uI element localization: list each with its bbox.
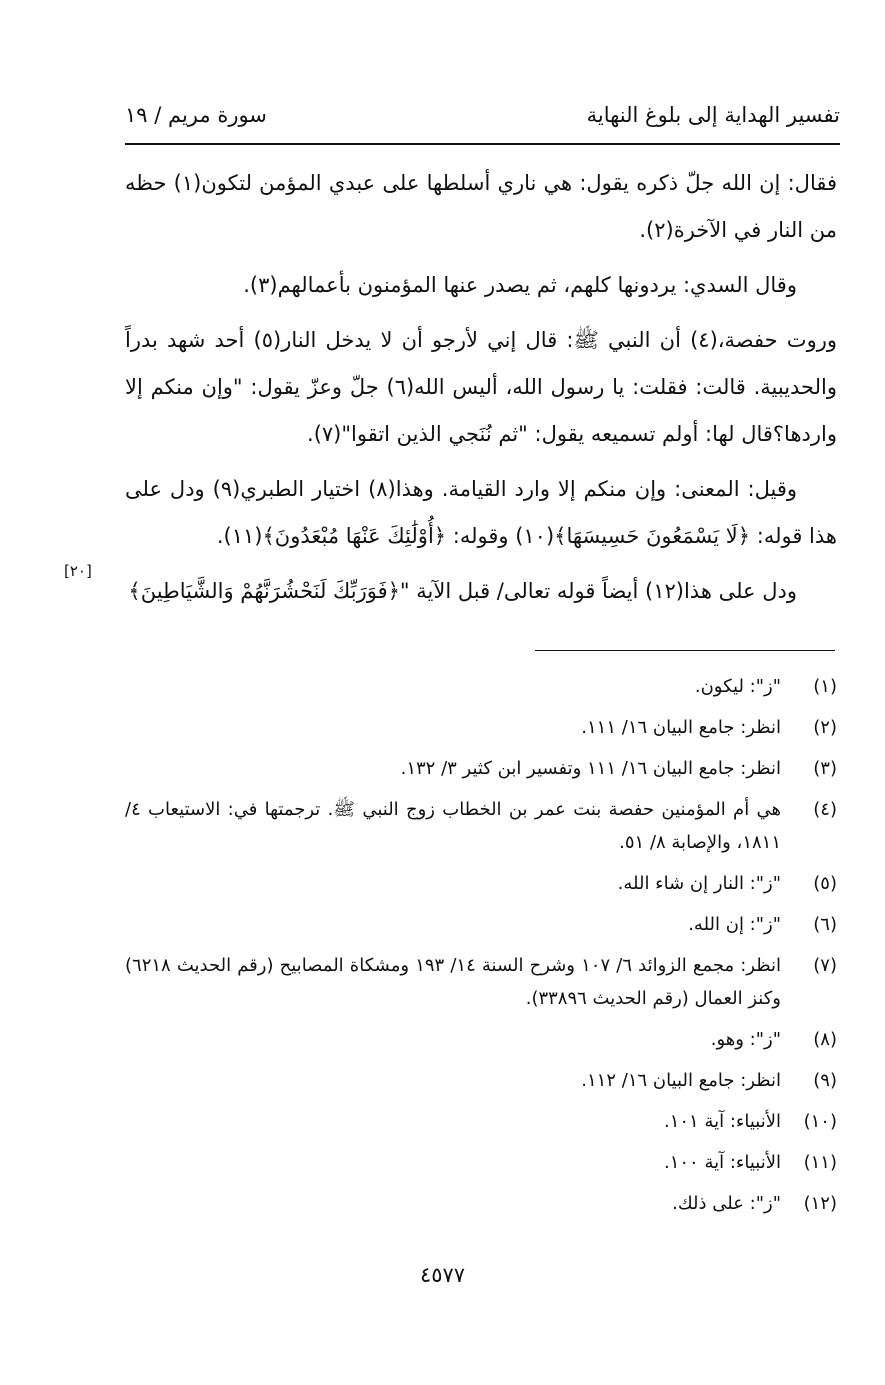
footnote-number: (٤) xyxy=(813,799,837,820)
book-title: تفسير الهداية إلى بلوغ النهاية xyxy=(586,103,840,127)
footnote-text: انظر: مجمع الزوائد ٦/ ١٠٧ وشرح السنة ١٤/ ١٩٣ ومشكاة المصابيح (رقم الحديث ٦٢١٨) وكنز العمال (رقم الحديث ٣٣٨٩٦). xyxy=(125,955,781,1009)
footnote xyxy=(125,949,837,1015)
paragraph: وقيل: المعنى: وإن منكم إلا وارد القيامة. وهذا(٨) اختيار الطبري(٩) ودل على هذا قوله: ﴿لَا يَسْمَعُونَ حَسِيسَهَا﴾(١٠) وقوله: ﴿أُوْلَٰئِكَ عَنْهَا مُبْعَدُونَ﴾(١١). xyxy=(125,477,837,548)
footnote-text: انظر: جامع البيان ١٦/ ١١١. xyxy=(581,717,781,738)
footnote-number: (٦) xyxy=(813,914,837,935)
footnote-number: (٩) xyxy=(813,1070,837,1091)
footnote-text: انظر: جامع البيان ١٦/ ١١٢. xyxy=(581,1070,781,1091)
running-header xyxy=(125,95,840,135)
footnote-text: "ز": ليكون. xyxy=(694,676,781,697)
footnote-separator xyxy=(535,650,835,651)
footnote-text: هي أم المؤمنين حفصة بنت عمر بن الخطاب زوج النبي ﷺ. ترجمتها في: الاستيعاب ٤/ ١٨١١، والإصابة ٨/ ٥١. xyxy=(125,799,781,853)
footnote-text: "ز": النار إن شاء الله. xyxy=(617,873,781,894)
footnote xyxy=(125,793,837,859)
footnote-text: "ز": إن الله. xyxy=(688,914,781,935)
footnote-number: (١٢) xyxy=(803,1193,837,1214)
footnote xyxy=(125,752,837,785)
footnote-number: (٢) xyxy=(813,717,837,738)
surah-info: سورة مريم / ١٩ xyxy=(125,103,267,127)
footnote-text: "ز": على ذلك. xyxy=(672,1193,781,1214)
footnote xyxy=(125,908,837,941)
footnote xyxy=(125,867,837,900)
footnote-number: (١٠) xyxy=(803,1111,837,1132)
footnote-text: الأنبياء: آية ١٠٠. xyxy=(663,1152,781,1173)
footnote-number: (١١) xyxy=(803,1152,837,1173)
footnote xyxy=(125,1023,837,1056)
footnote xyxy=(125,1187,837,1220)
header-rule xyxy=(125,143,840,145)
page-number: ٤٥٧٧ xyxy=(419,1263,466,1287)
manuscript-folio-marker: [٢٠] xyxy=(64,562,92,580)
footnote xyxy=(125,670,837,703)
paragraph: وقال السدي: يردونها كلهم، ثم يصدر عنها المؤمنون بأعمالهم(٣). xyxy=(243,273,797,297)
footnote-text: الأنبياء: آية ١٠١. xyxy=(663,1111,781,1132)
footnote-text: انظر: جامع البيان ١٦/ ١١١ وتفسير ابن كثير ٣/ ١٣٢. xyxy=(400,758,781,779)
footnote-number: (٨) xyxy=(813,1029,837,1050)
footnote-text: "ز": وهو. xyxy=(710,1029,781,1050)
footnote xyxy=(125,1105,837,1138)
footnote xyxy=(125,1064,837,1097)
footnote-number: (٣) xyxy=(813,758,837,779)
paragraph: وروت حفصة،(٤) أن النبي ﷺ: قال إني لأرجو أن لا يدخل النار(٥) أحد شهد بدراً والحديبية. قالت: فقلت: يا رسول الله، أليس الله(٦) جلّ وعزّ يقول: "وإن منكم إلا واردها؟قال لها: أولم تسميعه يقول: "ثم نُنَجي الذين اتقوا"(٧). xyxy=(125,328,838,446)
paragraph: فقال: إن الله جلّ ذكره يقول: هي ناري أسلطها على عبدي المؤمن لتكون(١) حظه من النار في الآخرة(٢). xyxy=(125,171,837,242)
footnote-number: (٧) xyxy=(813,955,837,976)
footnotes xyxy=(125,670,837,1228)
main-text xyxy=(125,160,837,623)
footnote xyxy=(125,711,837,744)
footnote-number: (٥) xyxy=(813,873,837,894)
footnote xyxy=(125,1146,837,1179)
footnote-number: (١) xyxy=(813,676,837,697)
paragraph: ودل على هذا(١٢) أيضاً قوله تعالى/ قبل الآية "﴿فَوَرَبِّكَ لَنَحْشُرَنَّهُمْ وَالشَّيَاطِينَ﴾ xyxy=(128,579,797,603)
